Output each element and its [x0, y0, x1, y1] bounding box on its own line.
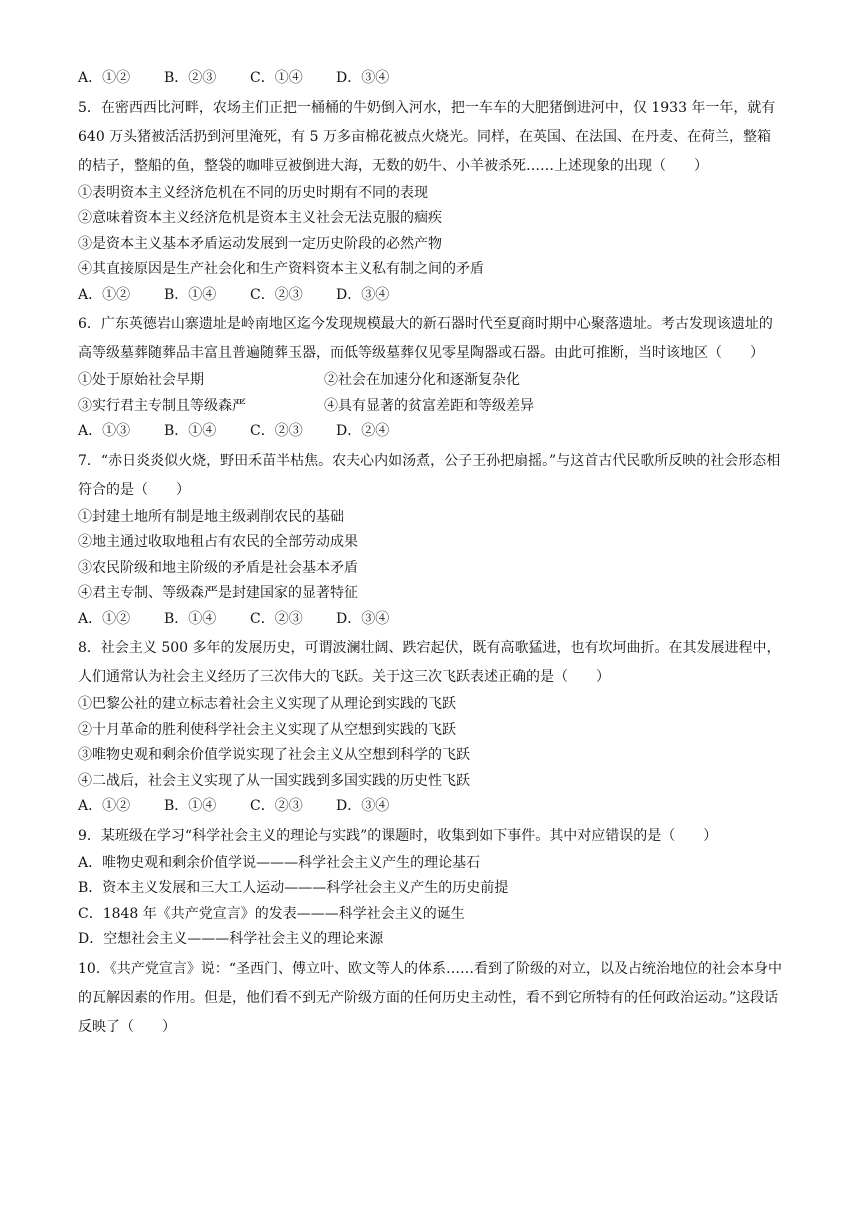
q9-option-c[interactable]: C．1848 年《共产党宣言》的发表———科学社会主义的诞生 — [78, 905, 465, 922]
q5-option-d[interactable]: D．③④ — [336, 286, 390, 303]
q4-option-a[interactable]: A．①② — [78, 70, 131, 86]
q6-options — [78, 419, 784, 445]
q10-stem: 10．《共产党宣言》说：“圣西门、傅立叶、欧文等人的体系……看到了阶级的对立，以及占统治地位的社会本身中的瓦解因素的作用。但是，他们看不到无产阶级方面的任何历史主动性，看不到它所特有的任何政治运动。”这段话反映了（ ） — [78, 960, 782, 1035]
q5-option-a[interactable]: A．①② — [78, 286, 131, 303]
q6-item-2: ②社会在加速分化和逐渐复杂化 — [324, 372, 520, 388]
q7-option-c[interactable]: C．②③ — [250, 610, 303, 627]
q4-option-b[interactable]: B．②③ — [164, 70, 217, 86]
q7-item-3: ③农民阶级和地主阶级的矛盾是社会基本矛盾 — [78, 559, 358, 576]
q7-options — [78, 607, 784, 633]
q9-option-d[interactable]: D．空想社会主义———科学社会主义的理论来源 — [78, 931, 384, 947]
q4-options — [78, 66, 784, 92]
q6-stem: 6．广东英德岩山寨遗址是岭南地区迄今发现规模最大的新石器时代至夏商时期中心聚落遗址。考古发现该遗址的高等级墓葬随葬品丰富且普遍随葬玉器，而低等级墓葬仅见零星陶器或石器。由此可推断，当时该地区（ ） — [78, 316, 773, 361]
q6-items-row-1 — [78, 368, 784, 394]
q8-stem: 8．社会主义 500 多年的发展历史，可谓波澜壮阔、跌宕起伏，既有高歌猛进，也有坎坷曲折。在其发展进程中，人们通常认为社会主义经历了三次伟大的飞跃。关于这三次飞跃表述正确的是（ ） — [78, 640, 781, 685]
q8-options — [78, 794, 784, 820]
q5-item-4: ④其直接原因是生产社会化和生产资料资本主义私有制之间的矛盾 — [78, 261, 484, 277]
q6-option-b[interactable]: B．①④ — [164, 423, 217, 439]
q5-item-1: ①表明资本主义经济危机在不同的历史时期有不同的表现 — [78, 184, 428, 201]
q7-item-1: ①封建土地所有制是地主级剥削农民的基础 — [78, 508, 344, 525]
q6-item-3: ③实行君主专制且等级森严 — [78, 397, 246, 414]
q5-options — [78, 283, 784, 309]
q7-item-4: ④君主专制、等级森严是封建国家的显著特征 — [78, 585, 358, 601]
q6-option-a[interactable]: A．①③ — [78, 423, 131, 439]
q7-option-a[interactable]: A．①② — [78, 610, 131, 627]
q5-item-3: ③是资本主义基本矛盾运动发展到一定历史阶段的必然产物 — [78, 235, 442, 252]
q6-items-row-2 — [78, 394, 784, 420]
q8-option-b[interactable]: B．①④ — [164, 798, 217, 814]
q5-item-2: ②意味着资本主义经济危机是资本主义社会无法克服的痼疾 — [78, 210, 442, 226]
q5-option-b[interactable]: B．①④ — [164, 286, 217, 303]
q8-option-c[interactable]: C．②③ — [250, 798, 303, 814]
q9-option-a[interactable]: A．唯物史观和剩余价值学说———科学社会主义产生的理论基石 — [78, 854, 481, 871]
q4-option-d[interactable]: D．③④ — [336, 70, 390, 86]
q6-option-d[interactable]: D．②④ — [336, 423, 390, 439]
q7-item-2: ②地主通过收取地租占有农民的全部劳动成果 — [78, 534, 358, 550]
q9-option-b[interactable]: B．资本主义发展和三大工人运动———科学社会主义产生的历史前提 — [78, 880, 509, 896]
q5-option-c[interactable]: C．②③ — [250, 286, 303, 303]
q7-stem: 7．“赤日炎炎似火烧，野田禾苗半枯焦。农夫心内如汤煮，公子王孙把扇摇。”与这首古代民歌所反映的社会形态相符合的是（ ） — [78, 452, 781, 498]
q5-stem: 5．在密西西比河畔，农场主们正把一桶桶的牛奶倒入河水，把一车车的大肥猪倒进河中，仅 1933 年一年，就有 640 万头猪被活活扔到河里淹死，有 5 万多亩棉花被点火烧光。同样，在英国、在法国、在丹麦、在荷兰，整箱的桔子，整船的鱼，整袋的咖啡豆被倒进大海，无数的奶牛、小羊被杀死……上述现象的出现（ ） — [78, 99, 776, 174]
q6-option-c[interactable]: C．②③ — [250, 423, 303, 439]
exam-content — [78, 66, 784, 1042]
q8-option-d[interactable]: D．③④ — [336, 798, 390, 814]
q4-option-c[interactable]: C．①④ — [250, 70, 303, 86]
q8-item-2: ②十月革命的胜利使科学社会主义实现了从空想到实践的飞跃 — [78, 721, 456, 738]
q9-stem: 9．某班级在学习“科学社会主义的理论与实践”的课题时，收集到如下事件。其中对应错误的是（ ） — [78, 827, 718, 844]
q7-option-d[interactable]: D．③④ — [336, 610, 390, 627]
q6-item-4: ④具有显著的贫富差距和等级差异 — [324, 397, 534, 414]
q7-option-b[interactable]: B．①④ — [164, 610, 217, 627]
q6-item-1: ①处于原始社会早期 — [78, 372, 204, 388]
q8-item-1: ①巴黎公社的建立标志着社会主义实现了从理论到实践的飞跃 — [78, 696, 456, 712]
q8-item-3: ③唯物史观和剩余价值学说实现了社会主义从空想到科学的飞跃 — [78, 747, 470, 763]
q8-option-a[interactable]: A．①② — [78, 798, 131, 814]
q8-item-4: ④二战后，社会主义实现了从一国实践到多国实践的历史性飞跃 — [78, 772, 470, 789]
